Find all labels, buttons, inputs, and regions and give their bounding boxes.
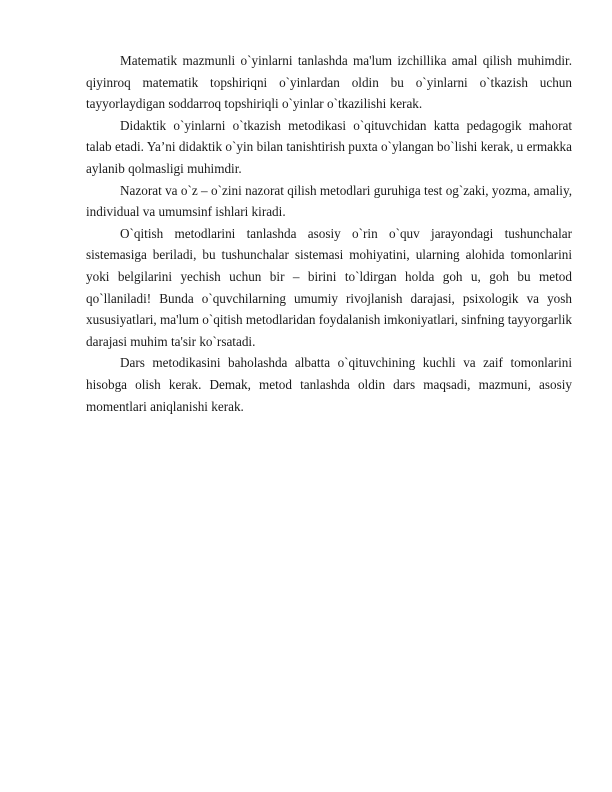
paragraph-2: Didaktik o`yinlarni o`tkazish metodikasi o`qituvchidan katta pedagogik mahorat talab etadi. Ya’ni didaktik o`yin bilan tanishtirish puxta o`ylangan bo`lishi kerak, u ermakka aylanib qolmasligi muhimdir.: [86, 117, 572, 176]
document-body: [86, 50, 572, 417]
paragraph-4: O`qitish metodlarini tanlashda asosiy o`rin o`quv jarayondagi tushunchalar sistemasiga beriladi, bu tushunchalar sistemasi mohiyatini, ularning alohida tomonlarini yoki belgilarini yechish uchun bir – birini to`ldirgan holda goh u, goh bu metod qo`llaniladi! Bunda o`quvchilarning umumiy rivojlanish darajasi, psixologik va yosh xususiyatlari, ma'lum o`qitish metodlaridan foydalanish imkoniyatlari, sinfning tayyorgarlik darajasi muhim ta'sir ko`rsatadi.: [86, 225, 572, 349]
paragraph-3: Nazorat va o`z – o`zini nazorat qilish metodlari guruhiga test og`zaki, yozma, amaliy, individual va umumsinf ishlari kiradi.: [86, 182, 572, 220]
paragraph-1: Matematik mazmunli o`yinlarni tanlashda ma'lum izchillika amal qilish muhimdir. qiyinroq matematik topshiriqni o`yinlardan oldin bu o`yinlarni o`tkazish uchun tayyorlaydigan soddarroq topshiriqli o`yinlar o`tkazilishi kerak.: [86, 53, 572, 112]
paragraph-5: Dars metodikasini baholashda albatta o`qituvchining kuchli va zaif tomonlarini hisobga olish kerak. Demak, metod tanlashda oldin dars maqsadi, mazmuni, asosiy momentlari aniqlanishi kerak.: [86, 355, 572, 414]
